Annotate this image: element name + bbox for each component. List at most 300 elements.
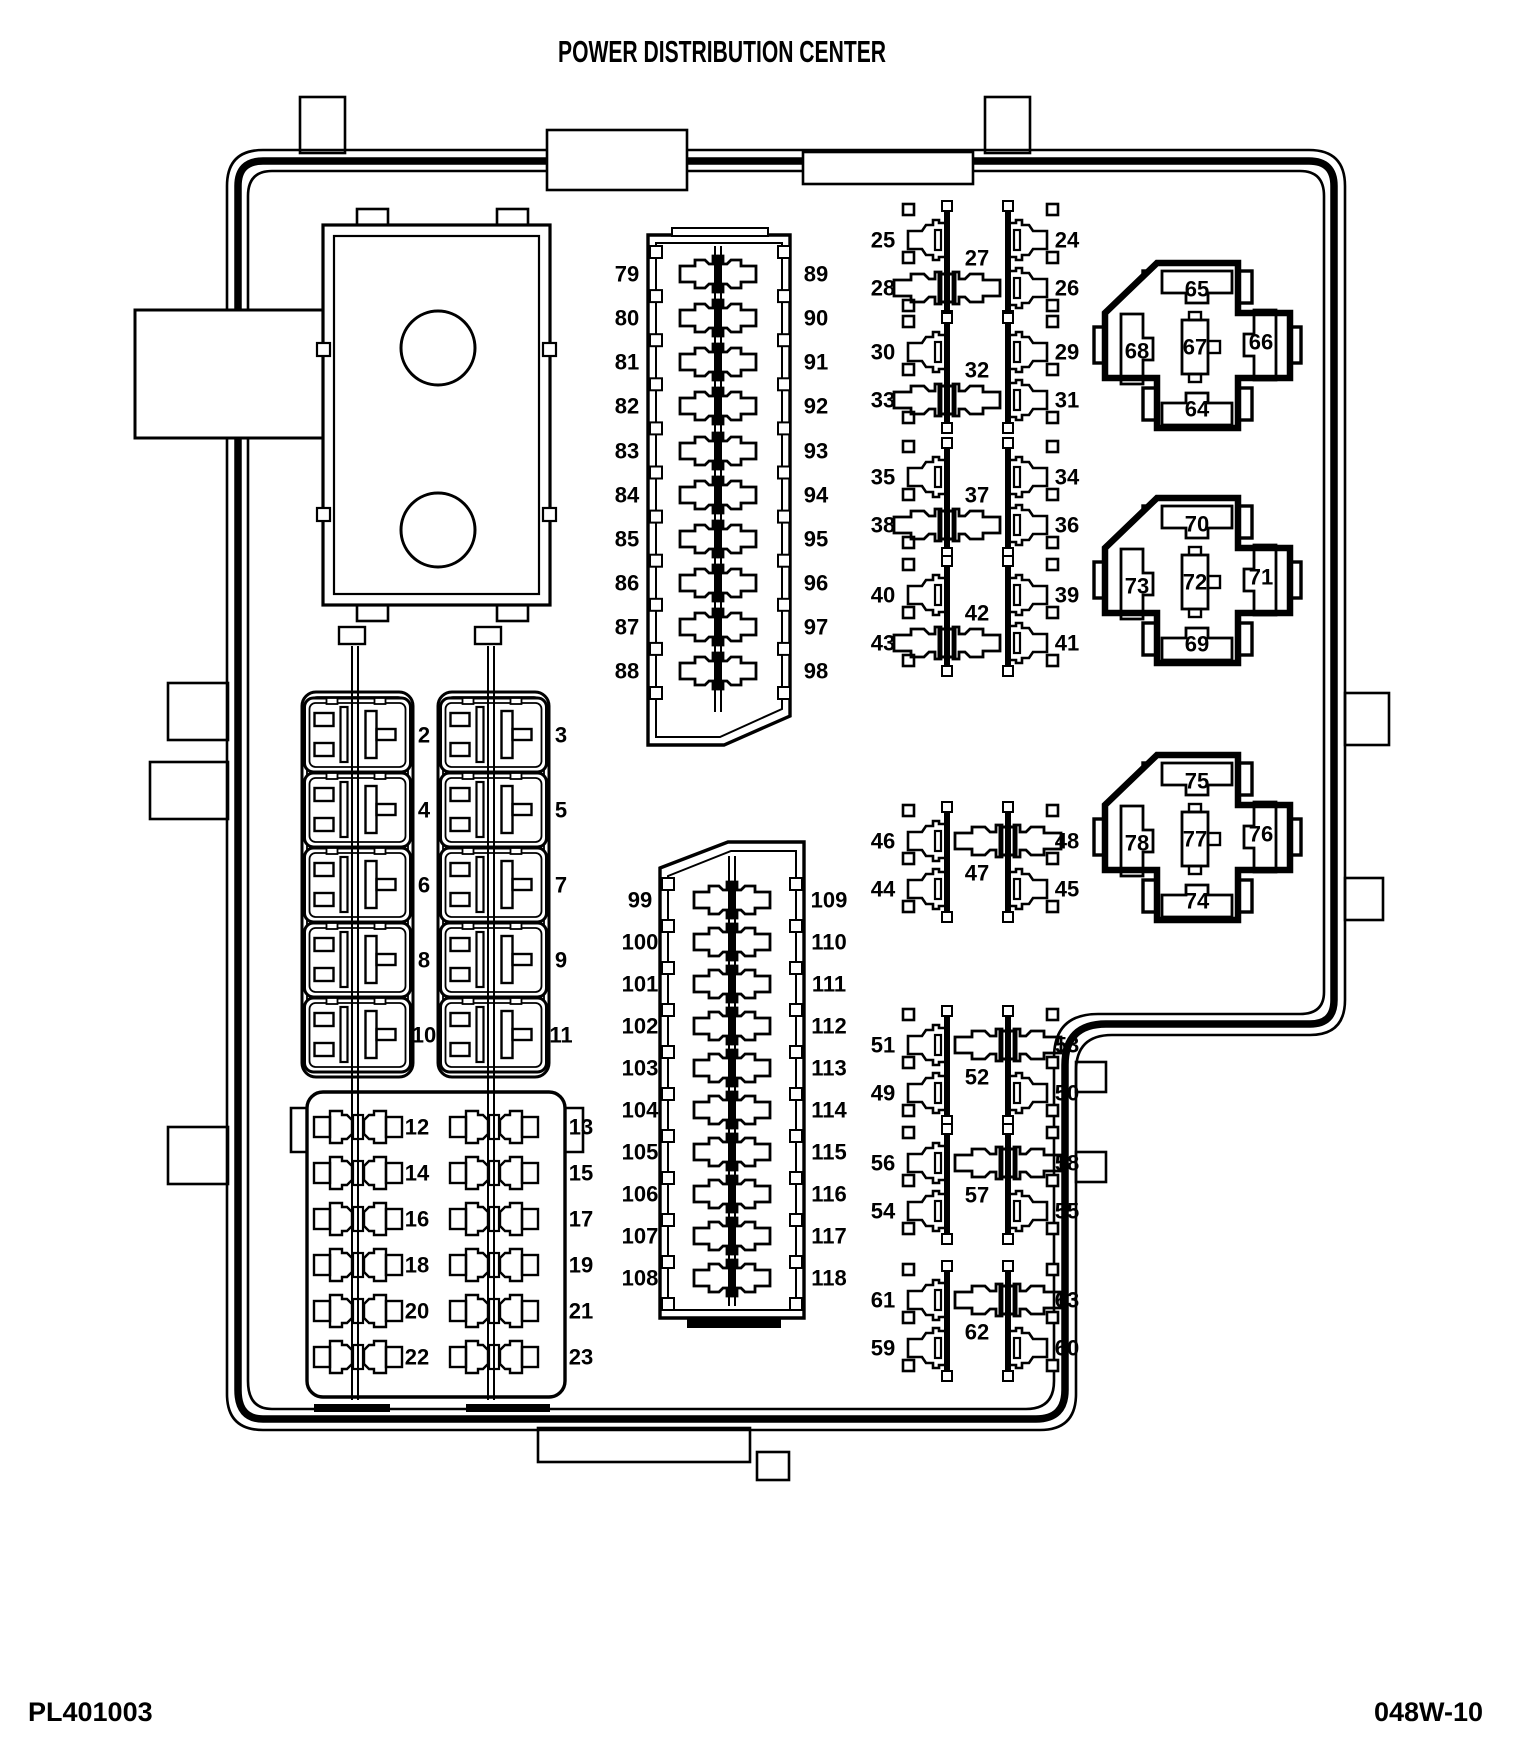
pad-icon [1047,300,1058,311]
pad-icon [1047,441,1058,452]
fuse-number: 13 [568,1114,594,1140]
wall-notch [650,555,662,567]
fuse-number: 16 [404,1206,430,1232]
pad-icon [1047,204,1058,215]
fuse-number: 95 [803,526,829,552]
fuse-number: 63 [1054,1287,1080,1313]
relay-number: 6 [417,872,431,898]
rail-tip [1003,423,1013,433]
column-end-bar [314,1404,390,1412]
relay-number: 2 [417,722,431,748]
mini-fuse-group [871,1261,1079,1381]
fuse-number: 111 [811,971,847,997]
fuse-number: 20 [404,1298,430,1324]
housing-tab [757,1452,789,1480]
wall-notch [778,422,790,434]
relay-socket-column [302,692,436,1077]
fuse-icon [1008,457,1047,497]
housing-tab [168,683,228,740]
rail-tip [1003,1006,1013,1016]
wall-notch [650,378,662,390]
fuse-number: 12 [404,1114,430,1140]
wall-notch [790,920,802,932]
maxi-block-bump [291,1108,307,1152]
fuse-number: 89 [803,261,829,287]
fuse-icon [694,966,770,1002]
mini-fuse-group [871,1124,1079,1244]
fuse-number: 107 [621,1223,659,1249]
fuse-icon [694,1050,770,1086]
relay-cluster [1094,263,1301,428]
pad-icon [1047,537,1058,548]
housing-tab [1076,1062,1106,1092]
housing-tab [985,97,1030,153]
pad-icon [903,1175,914,1186]
pad-icon [1047,252,1058,263]
pad-icon [903,1223,914,1234]
pad-icon [903,204,914,215]
rail-tip [942,1234,952,1244]
fuse-icon [694,1134,770,1170]
wall-notch [778,555,790,567]
housing-tab [168,1127,228,1184]
fuse-number: 87 [614,614,640,640]
wall-notch [790,1130,802,1142]
wall-notch [650,334,662,346]
pad-icon [1047,607,1058,618]
fuse-icon [680,388,756,424]
rail-tip [1003,438,1013,448]
mini-fuse-group [871,201,1080,321]
fuse-number: 43 [870,630,896,656]
relay-number: 10 [411,1022,437,1048]
relay-number: 78 [1124,830,1150,856]
figure-code-left: PL401003 [28,1697,153,1727]
fuse-number: 96 [803,570,829,596]
relay-cluster [1094,498,1301,663]
relay-number: 69 [1184,631,1210,657]
wall-notch [650,643,662,655]
wall-notch [543,508,556,521]
fuse-number: 62 [964,1319,990,1345]
fuse-number: 110 [811,929,847,955]
fuse-icon [694,1218,770,1254]
wall-notch [778,643,790,655]
wall-notch [778,334,790,346]
fuse-icon [694,1092,770,1128]
fuse-number: 53 [1054,1032,1080,1058]
relay-number: 8 [417,947,431,973]
fuse-number: 27 [964,245,990,271]
fuse-icon [1008,1191,1047,1231]
pad-icon [1047,559,1058,570]
pad-icon [903,1264,914,1275]
fuse-number: 48 [1054,828,1080,854]
wall-notch [778,687,790,699]
fuse-number: 46 [870,828,896,854]
fuse-number: 34 [1054,464,1080,490]
rail-tip [1003,666,1013,676]
pad-icon [1047,853,1058,864]
fuse-icon [1008,623,1047,663]
fuse-number: 18 [404,1252,430,1278]
fuse-number: 42 [964,600,990,626]
fuse-number: 17 [568,1206,594,1232]
rail-tip [1003,1261,1013,1271]
wall-notch [662,1130,674,1142]
rail-tip [942,201,952,211]
pad-icon [1047,805,1058,816]
wall-notch [662,1088,674,1100]
fuse-number: 52 [964,1064,990,1090]
fuse-number: 85 [614,526,640,552]
fuse-icon [680,300,756,336]
bus-terminal [339,627,365,644]
fuse-number: 28 [870,275,896,301]
relay-number: 76 [1248,821,1274,847]
fuse-number: 92 [803,393,829,419]
wall-notch [778,511,790,523]
fuse-number: 81 [614,349,640,375]
wall-notch [662,1004,674,1016]
wall-notch [778,378,790,390]
rail-tip [942,802,952,812]
wall-notch [650,246,662,258]
maxi-fuse-block [291,1092,593,1397]
relay-number: 70 [1184,511,1210,537]
rail-tip [942,1124,952,1134]
fuse-number: 61 [870,1287,896,1313]
fuse-number: 36 [1054,512,1080,538]
fuse-icon [1008,1328,1047,1368]
fuse-number: 114 [811,1097,847,1123]
wall-notch [317,508,330,521]
wall-notch [790,1214,802,1226]
fuse-number: 29 [1054,339,1080,365]
pad-icon [903,364,914,375]
wall-notch [790,1088,802,1100]
fuse-number: 60 [1054,1335,1080,1361]
pad-icon [903,1009,914,1020]
wall-notch [662,1256,674,1268]
fuse-icon [1008,220,1047,260]
pad-icon [903,441,914,452]
wall-notch [790,1046,802,1058]
fuse-number: 93 [803,438,829,464]
fuse-number: 14 [404,1160,430,1186]
pad-icon [903,489,914,500]
relay-number: 74 [1184,888,1210,914]
fuse-number: 44 [870,876,896,902]
relay-number: 64 [1184,396,1210,422]
rail-tip [942,1371,952,1381]
pad-icon [1047,1105,1058,1116]
fuse-number: 41 [1054,630,1080,656]
pad-icon [903,607,914,618]
wall-notch [790,1172,802,1184]
column-end-bar [672,228,768,236]
wall-notch [778,599,790,611]
rail-tip [942,666,952,676]
housing-tab [538,1428,750,1462]
relay-number: 11 [549,1022,573,1048]
wall-notch [662,962,674,974]
fuse-number: 108 [621,1265,659,1291]
fuse-icon [680,653,756,689]
fuse-icon [1008,505,1047,545]
block-outline [323,225,550,605]
wall-notch [650,467,662,479]
rail-tip [1003,1371,1013,1381]
fuse-number: 56 [870,1150,896,1176]
fuse-icon [680,565,756,601]
fuse-number: 86 [614,570,640,596]
pad-icon [1047,901,1058,912]
wall-notch [790,878,802,890]
relay-number: 4 [417,797,431,823]
column-end-bar [466,1404,550,1412]
relay-number: 68 [1124,338,1150,364]
fuse-number: 94 [803,482,829,508]
fuse-icon [694,1008,770,1044]
fuse-number: 109 [810,887,848,913]
fuse-number: 32 [964,357,990,383]
fuse-number: 25 [870,227,896,253]
lower-center-fuse-column [622,842,848,1327]
pad-icon [1047,489,1058,500]
fuse-number: 104 [621,1097,659,1123]
fuse-number: 106 [621,1181,659,1207]
pad-icon [1047,316,1058,327]
fuse-number: 80 [614,305,640,331]
relay-socket-column [438,692,573,1077]
wall-notch [662,1172,674,1184]
fuse-number: 33 [870,387,896,413]
wall-notch [317,343,330,356]
fuse-number: 54 [870,1198,896,1224]
fuse-number: 59 [870,1335,896,1361]
fuse-number: 26 [1054,275,1080,301]
fuse-number: 88 [614,658,640,684]
rail-tip [1003,802,1013,812]
housing-tab [1076,1152,1106,1182]
rail-tip [942,556,952,566]
relay-number: 9 [554,947,568,973]
fuse-number: 24 [1054,227,1080,253]
fuse-number: 40 [870,582,896,608]
relay-number: 71 [1248,564,1274,590]
fuse-number: 35 [870,464,896,490]
bus-terminal [475,627,501,644]
relay-number: 72 [1182,569,1208,595]
rail-tip [1003,1234,1013,1244]
relay-number: 67 [1182,334,1208,360]
rail-tip [1003,313,1013,323]
wall-notch [543,343,556,356]
fuse-number: 31 [1054,387,1080,413]
housing-latch [803,152,973,184]
fuse-number: 102 [621,1013,659,1039]
fuse-number: 23 [568,1344,594,1370]
fuse-number: 21 [568,1298,594,1324]
rail-tip [1003,201,1013,211]
wall-notch [790,962,802,974]
pad-icon [1047,1312,1058,1323]
mini-fuse-group [871,1006,1079,1126]
fuse-icon [694,924,770,960]
fuse-icon [680,433,756,469]
rail-tip [942,438,952,448]
fuse-icon [1008,869,1047,909]
pad-icon [1047,655,1058,666]
pad-icon [903,252,914,263]
fuse-number: 30 [870,339,896,365]
relay-number: 66 [1248,329,1274,355]
pad-icon [903,1127,914,1138]
mini-fuse-group [871,802,1079,922]
diagram-title: POWER DISTRIBUTION CENTER [558,34,886,69]
fuse-icon [1008,1073,1047,1113]
housing-tab [1345,878,1383,920]
wall-notch [790,1004,802,1016]
relay-number: 77 [1182,826,1208,852]
fuse-icon [680,256,756,292]
fuse-icon [680,609,756,645]
pad-icon [903,1360,914,1371]
pad-icon [903,1105,914,1116]
fuse-icon [680,477,756,513]
fuse-number: 47 [964,860,990,886]
relay-number: 75 [1184,768,1210,794]
wall-notch [662,1298,674,1310]
fuse-number: 90 [803,305,829,331]
pad-icon [1047,1057,1058,1068]
pad-icon [903,1057,914,1068]
fuse-number: 39 [1054,582,1080,608]
fuse-number: 115 [811,1139,847,1165]
pad-icon [903,316,914,327]
wall-notch [662,920,674,932]
pad-icon [903,853,914,864]
pad-icon [903,559,914,570]
pad-icon [1047,1360,1058,1371]
power-feed-connector [135,310,324,438]
fuse-icon [1008,268,1047,308]
wall-notch [662,1214,674,1226]
fuse-number: 57 [964,1182,990,1208]
fuse-number: 117 [811,1223,847,1249]
column-end-bar [688,1320,780,1327]
fuse-icon [1008,380,1047,420]
wall-notch [790,1298,802,1310]
fuse-number: 38 [870,512,896,538]
fuse-number: 116 [811,1181,847,1207]
relay-number: 3 [554,722,568,748]
figure-code-right: 048W-10 [1373,1697,1483,1727]
mini-fuse-group [871,438,1080,558]
pad-icon [903,805,914,816]
fuse-number: 101 [621,971,659,997]
upper-center-fuse-column [615,228,829,745]
pad-icon [1047,412,1058,423]
pad-icon [1047,364,1058,375]
pad-icon [1047,1175,1058,1186]
relay-number: 65 [1184,276,1210,302]
fuse-number: 15 [568,1160,594,1186]
wall-notch [778,290,790,302]
wall-notch [650,511,662,523]
pad-icon [1047,1009,1058,1020]
pad-icon [1047,1264,1058,1275]
housing-tab [1345,693,1389,745]
fuse-number: 49 [870,1080,896,1106]
mini-fuse-group [871,313,1079,433]
wall-notch [650,290,662,302]
fuse-number: 99 [627,887,653,913]
fuse-icon [680,521,756,557]
rail-tip [942,313,952,323]
fuse-number: 82 [614,393,640,419]
pad-icon [903,901,914,912]
pad-icon [1047,1127,1058,1138]
fuse-number: 55 [1054,1198,1080,1224]
fuse-number: 83 [614,438,640,464]
fuse-number: 113 [811,1055,847,1081]
fuse-icon [680,344,756,380]
rail-tip [1003,1124,1013,1134]
fuse-number: 45 [1054,876,1080,902]
fuse-icon [694,1176,770,1212]
fuse-number: 58 [1054,1150,1080,1176]
housing-tab [150,762,228,819]
fuse-icon [694,1260,770,1296]
fuse-number: 79 [614,261,640,287]
fuse-number: 37 [964,482,990,508]
fuse-icon [1008,575,1047,615]
fuse-number: 112 [811,1013,847,1039]
wall-notch [778,467,790,479]
fuse-number: 97 [803,614,829,640]
fuse-number: 19 [568,1252,594,1278]
rail-tip [942,1261,952,1271]
relay-number: 5 [554,797,568,823]
fuse-number: 98 [803,658,829,684]
fuse-number: 51 [870,1032,896,1058]
rail-tip [1003,912,1013,922]
battery-terminal-block [317,209,556,621]
relay-number: 73 [1124,573,1150,599]
wall-notch [778,246,790,258]
housing-tab [300,97,345,153]
rail-tip [942,912,952,922]
relay-number: 7 [554,872,568,898]
fuse-number: 22 [404,1344,430,1370]
rail-tip [1003,556,1013,566]
wall-notch [790,1256,802,1268]
wall-notch [662,1046,674,1058]
pad-icon [903,1312,914,1323]
wall-notch [650,422,662,434]
mini-fuse-group [871,556,1079,676]
wall-notch [650,687,662,699]
fuse-number: 105 [621,1139,659,1165]
fuse-number: 50 [1054,1080,1080,1106]
fuse-icon [694,882,770,918]
housing-latch [547,130,687,190]
fuse-number: 103 [621,1055,659,1081]
rail-tip [942,423,952,433]
fuse-number: 118 [811,1265,847,1291]
